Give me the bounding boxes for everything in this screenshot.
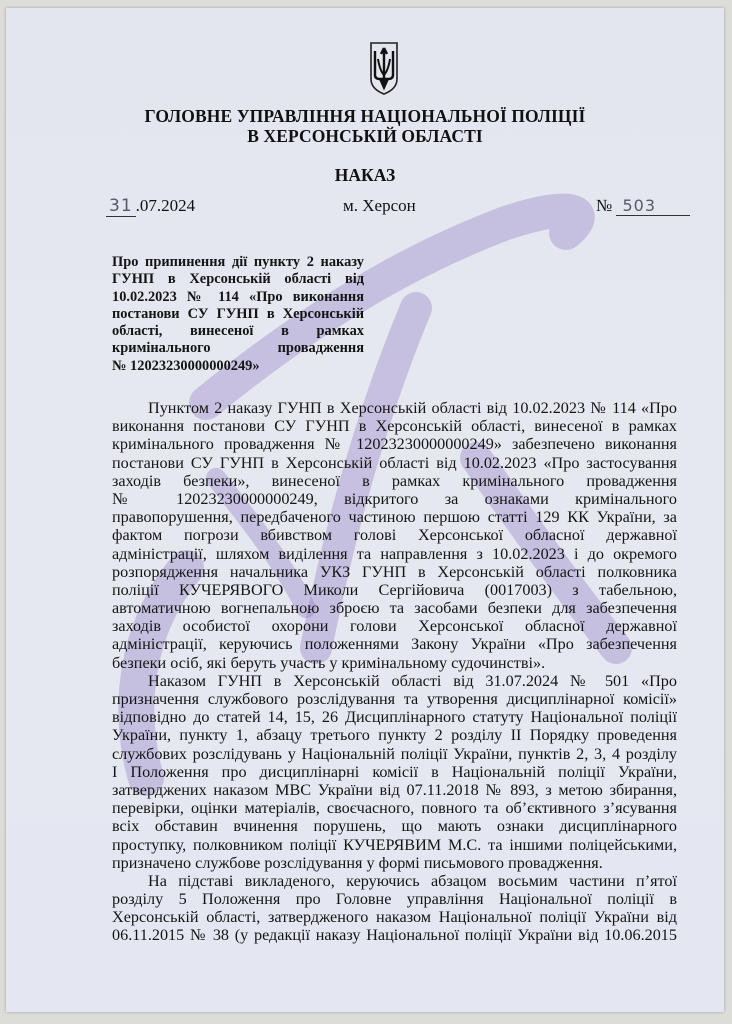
body-line: адміністрації, керуючись положеннями Закону України «Про забезпечення	[112, 635, 677, 654]
body-line: правопорушення, передбаченого частиною першою статті 129 КК України, за	[112, 508, 677, 527]
subject-line: Про припинення дії пункту 2 наказу	[112, 254, 364, 270]
document-page	[6, 8, 724, 1012]
body-line: кримінального провадження № 12023230000000249» забезпечено виконання	[112, 435, 677, 454]
body-line: заходів особистої охорони голови Херсонської обласної державної	[112, 617, 677, 636]
subject-line: кримінального провадження	[112, 340, 364, 357]
body-line: поліції КУЧЕРЯВОГО Миколи Сергійовича (0017003) з табельною,	[112, 580, 677, 599]
paragraph-3	[112, 872, 677, 945]
body-line: безпеки осіб, які беруть участь у кримінальному судочинстві».	[112, 653, 546, 672]
body-line: Наказом ГУНП в Херсонській області від 31.07.2024 № 501 «Про	[148, 671, 677, 690]
document-title: НАКАЗ	[334, 165, 396, 185]
body-line: адміністрації, шляхом виділення та направлення з 10.02.2023 і до окремого	[112, 544, 677, 563]
body-line: перевірки, оцінки матеріалів, своєчасного, повного та об’єктивного з’ясування	[112, 799, 677, 818]
ukraine-trident-coat-of-arms-icon	[369, 41, 399, 95]
date-day-handwritten: 31	[106, 196, 136, 217]
order-city: м. Херсон	[343, 196, 416, 215]
organization-region: В ХЕРСОНСЬКІЙ ОБЛАСТІ	[247, 126, 483, 146]
body-line: І Положення про дисциплінарні комісії в Національній поліції України,	[112, 762, 677, 781]
body-line: заходів безпеки», винесеної в рамках кримінального провадження	[112, 471, 677, 490]
paragraph-2	[112, 672, 677, 872]
body-line: 06.11.2015 № 38 (у редакції наказу Національної поліції України від 10.06.2015	[112, 926, 677, 945]
paragraph-1	[112, 399, 677, 672]
subject-line: № 12023230000000249»	[112, 357, 260, 374]
subject-line: постанови СУ ГУНП в Херсонській	[112, 305, 364, 322]
number-handwritten: 503	[616, 196, 690, 216]
body-line: виконання постанови СУ ГУНП в Херсонській області, винесеної в рамках	[112, 417, 677, 436]
order-body	[112, 399, 677, 945]
body-line: постанови СУ ГУНП в Херсонській області від 10.02.2023 «Про застосування	[112, 453, 677, 472]
body-line: відповідно до статей 14, 15, 26 Дисциплінарного статуту Національної поліції	[112, 708, 677, 727]
organization-name: ГОЛОВНЕ УПРАВЛІННЯ НАЦІОНАЛЬНОЇ ПОЛІЦІЇ	[144, 106, 586, 126]
body-line: автоматичною вогнепальною зброєю та засобами безпеки для забезпечення	[112, 599, 677, 618]
body-line: всіх обставин вчинення порушень, що мають ознаки дисциплінарного	[112, 817, 677, 836]
order-date	[106, 196, 195, 216]
body-line: Пунктом 2 наказу ГУНП в Херсонській області від 10.02.2023 № 114 «Про	[148, 399, 677, 417]
body-line: затверджених наказом МВС України від 07.11.2018 № 893, з метою збирання,	[112, 780, 677, 799]
order-number	[596, 196, 690, 216]
body-line: На підставі викладеного, керуючись абзацом восьмим частини п’ятої	[148, 871, 677, 890]
subject-line: ГУНП в Херсонській області від	[112, 271, 364, 288]
subject-line: 10.02.2023 № 114 «Про виконання	[112, 288, 364, 305]
body-line: розділу 5 Положення про Головне управління Національної поліції в	[112, 890, 677, 909]
order-subject	[112, 254, 364, 375]
body-line: фактом погрози вбивством голові Херсонської обласної державної	[112, 526, 677, 545]
body-line: службових розслідувань у Національній поліції України, пунктів 2, 3, 4 розділу	[112, 744, 677, 763]
body-line: Херсонській області, затвердженого наказом Національної поліції України від	[112, 908, 677, 927]
body-line: розпорядження начальника УКЗ ГУНП в Херсонській області полковника	[112, 562, 677, 581]
body-line: проступку, полковником поліції КУЧЕРЯВИМ М.С. та іншими поліцейськими,	[112, 835, 677, 854]
body-line: України, пункту 1, абзацу третього пункту 2 розділу ІІ Порядку проведення	[112, 726, 677, 745]
body-line: призначення службового розслідування та утворення дисциплінарної комісії»	[112, 690, 677, 708]
date-month-year: .07.2024	[135, 196, 196, 215]
subject-line: області, винесеної в рамках	[112, 323, 364, 340]
number-sign: №	[596, 196, 613, 215]
body-line: № 12023230000000249, відкритого за ознаками кримінального	[112, 489, 677, 508]
body-line: призначено службове розслідування у формі письмового провадження.	[112, 853, 603, 872]
